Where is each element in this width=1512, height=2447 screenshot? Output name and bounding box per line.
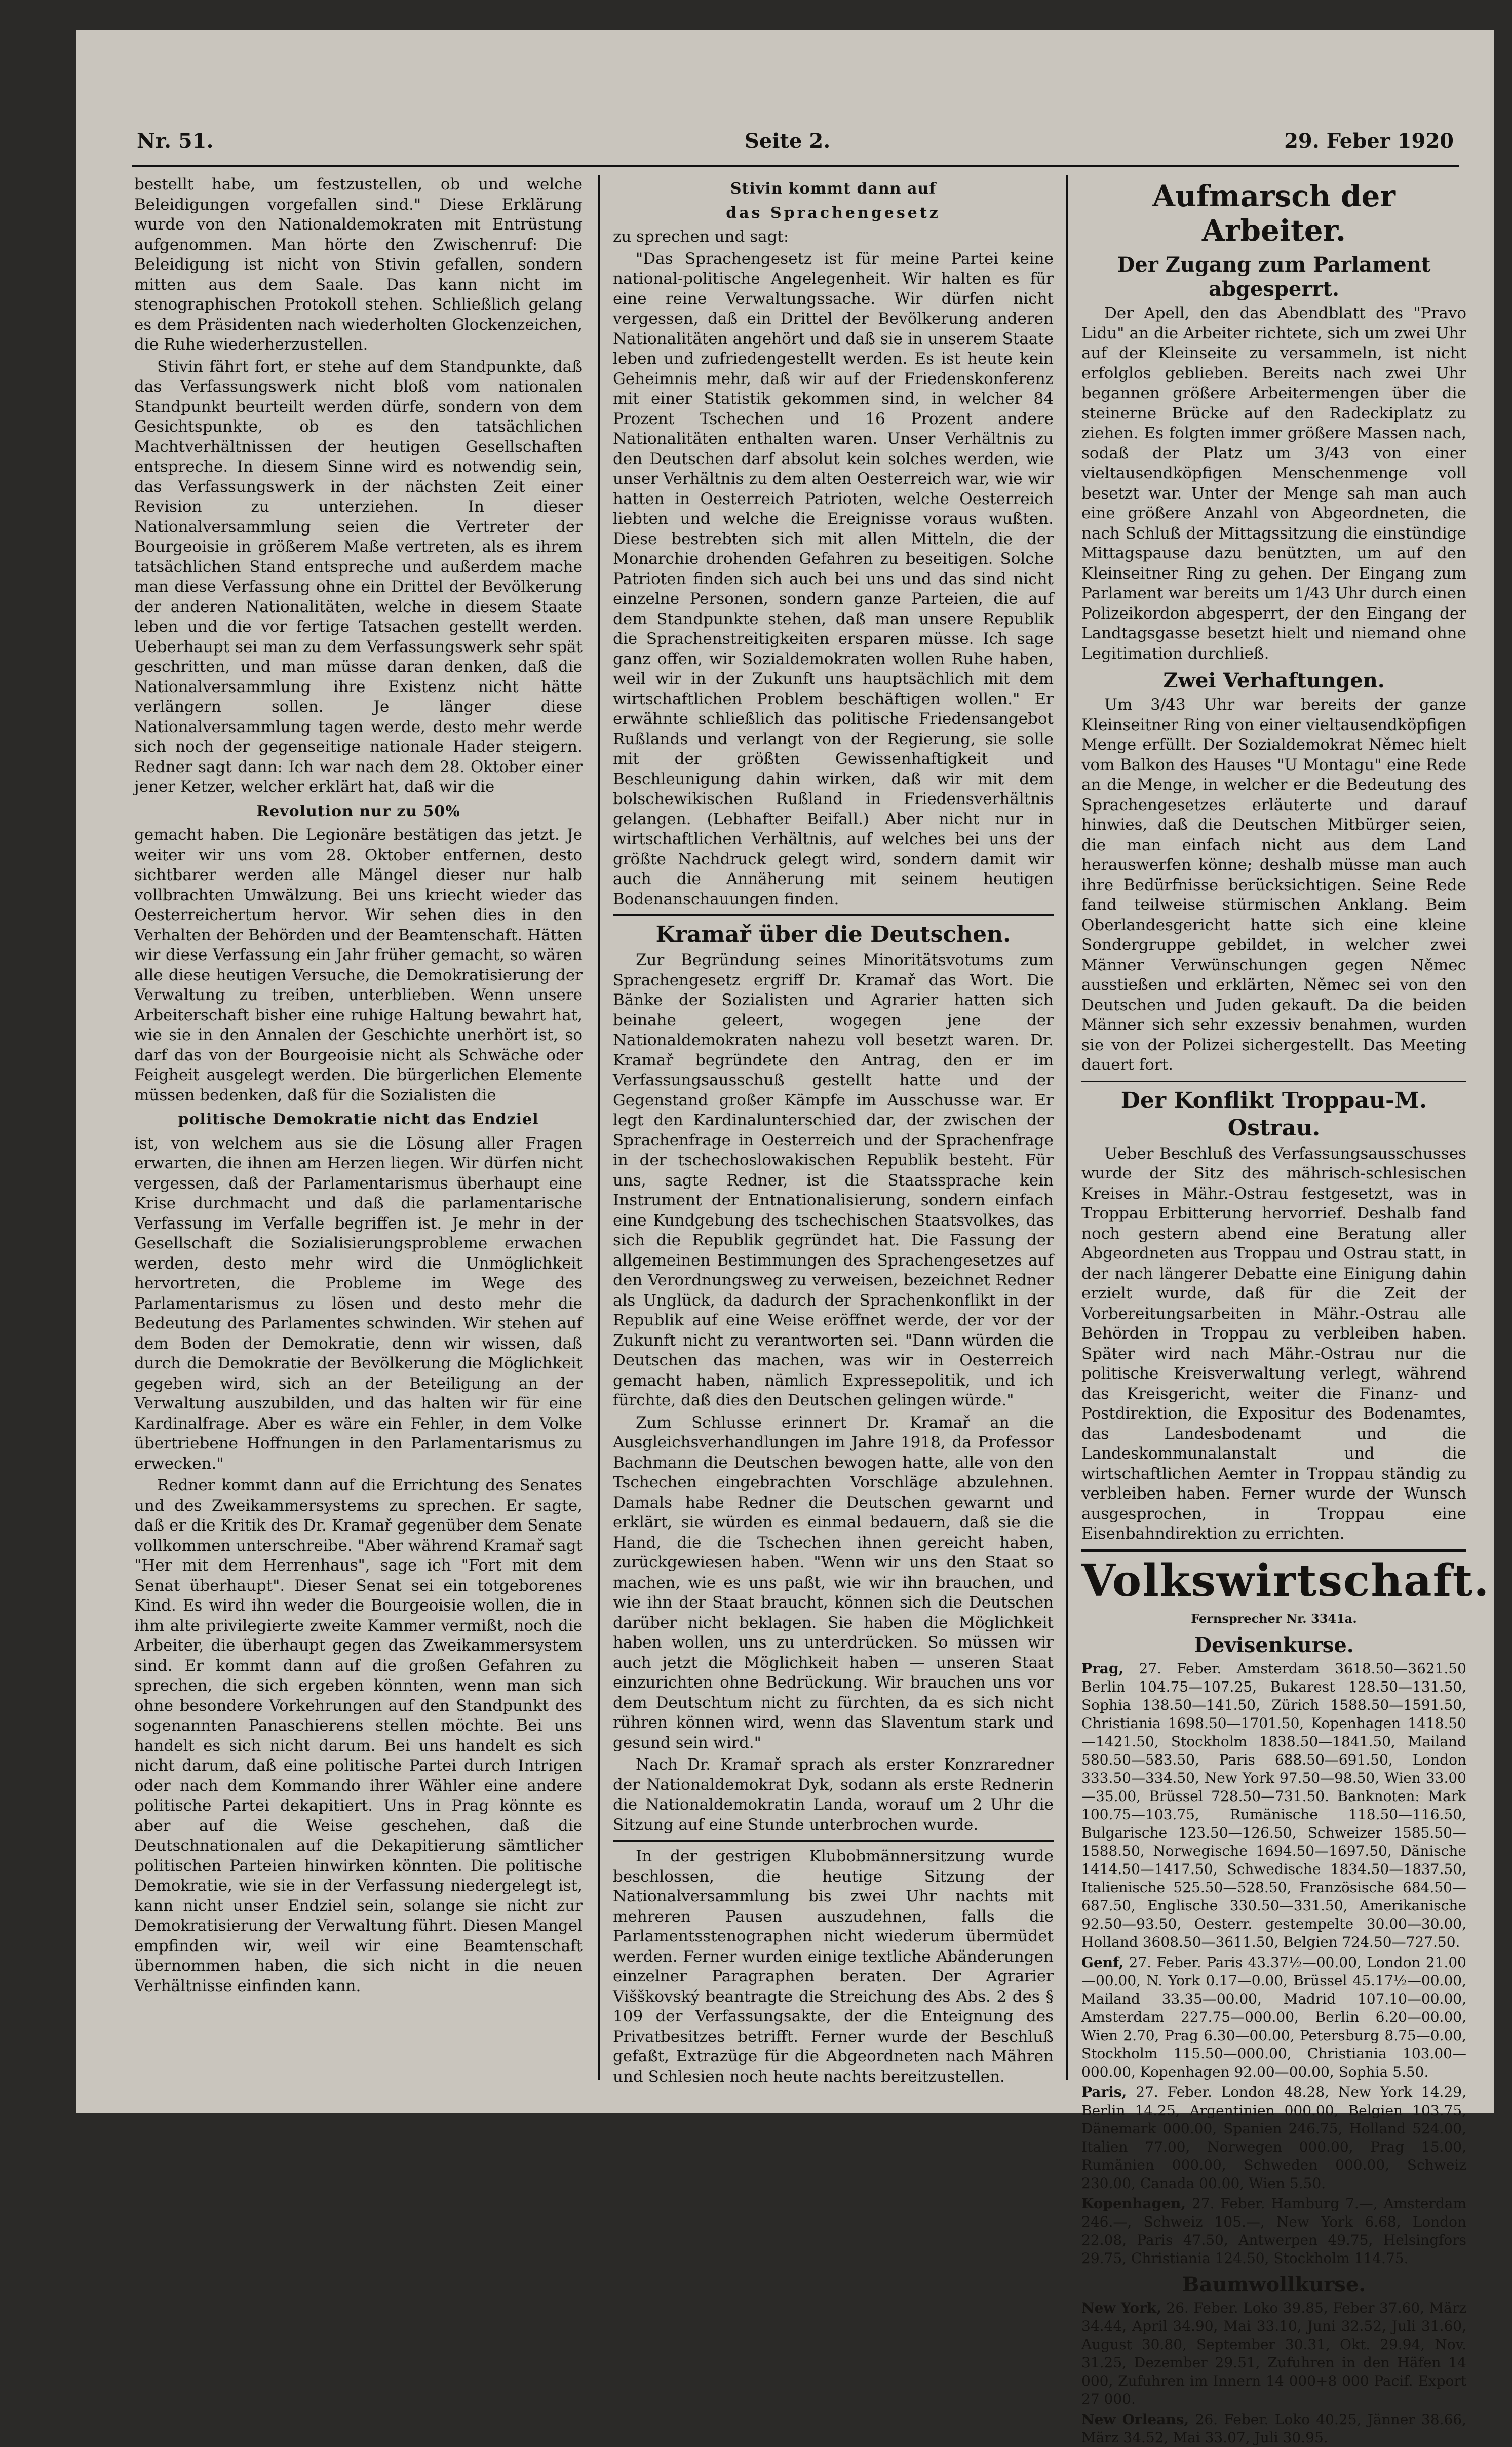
rate-city: Genf, <box>1081 1954 1124 1971</box>
column-divider-1 <box>598 175 600 2080</box>
rate-entry <box>1081 1660 1466 1952</box>
article-paragraph: ist, von welchem aus sie die Lösung aller Fragen erwarten, die ihnen am Herzen liegen. Wir dürfen nicht vergessen, daß der Parlamentarismus überhaupt eine Krise durchmacht und daß die parlamentarische Verfassung im Verfalle begriffen ist. Je mehr in der Gesellschaft die Sozialisierungsprobleme erwachen werden, desto mehr wird die Unmöglichkeit hervortreten, die Probleme im Wege des Parlamentarismus zu lösen und desto mehr die Bedeutung des Parlamentes schwinden. Wir stehen auf dem Boden der Demokratie, denn wir wissen, daß durch die Demokratie der Bevölkerung die Möglichkeit gegeben wird, sich an der Beteiligung an der Verwaltung auszubilden, und das halten wir für eine Kardinalfrage. Aber es wäre ein Fehler, in dem Volke übertriebene Hoffnungen in den Parlamentarismus zu erwecken." <box>134 1134 583 1473</box>
rate-text: 27. Feber. London 48.28, New York 14.29, Berlin 14.25, Argentinien 000.00, Belgien 103.75, Dänemark 000.00, Spanien 246.75, Holland 524.00, Italien 77.00, Norwegen 000.00, Prag 15.00, Rumänien 000.00, Schweden 000.00, Schweiz 230.00, Canada 00.00, Wien 5.50. <box>1081 2084 1466 2192</box>
article-headline: Der Konflikt Troppau-M. Ostrau. <box>1120 1087 1427 1141</box>
column-2 <box>613 175 1054 2085</box>
newspaper-page <box>76 30 1494 2446</box>
article-paragraph: Ueber Beschluß des Verfassungsausschusses wurde der Sitz des mährisch-schlesischen Kreises in Mähr.-Ostrau festgesetzt, was in Troppau Erbitterung hervorrief. Deshalb fand noch gestern abend eine Beratung aller Abgeordneten aus Troppau und Ostrau statt, in der nach längerer Debatte eine Einigung dahin erzielt wurde, daß für die Zeit der Vorbereitungsarbeiten in Mähr.-Ostrau alle Behörden in Troppau zu verbleiben haben. Später wird nach Mähr.-Ostrau nur die politische Kreisverwaltung verlegt, während das Kreisgericht, weiter die Finanz- und Postdirektion, die Expositur des Bodenamtes, das Landesbodenamt und die Landeskommunalanstalt und die wirtschaftlichen Aemter in Troppau ständig zu verbleiben haben. Ferner wurde der Wunsch ausgesprochen, in Troppau eine Eisenbahndirektion zu errichten. <box>1081 1144 1466 1543</box>
rate-city: Prag, <box>1081 1660 1124 1677</box>
section-rule <box>613 1840 1054 1842</box>
article-paragraph: Nach Dr. Kramař sprach als erster Konzraredner der Nationaldemokrat Dyk, sodann als erste Rednerin die Nationaldemokratin Landa, worauf um 2 Uhr die Sitzung auf eine Stunde unterbrochen wurde. <box>613 1755 1054 1834</box>
section-headline: Baumwollkurse. <box>1182 2273 1366 2297</box>
article-paragraph: gemacht haben. Die Legionäre bestätigen das jetzt. Je weiter wir uns vom 28. Oktober entfernen, desto sichtbarer werden alle Mängel dieser nur halb vollbrachten Umwälzung. Bei uns kriecht wieder das Oesterreichertum hervor. Wir sehen dies in den Verhalten der Behörden und der Beamtenschaft. Hätten wir diese Verfassung ein Jahr früher gemacht, so wären alle diese heutigen Versuche, die Demokratisierung der Verwaltung zu treiben, unterblieben. Wenn unsere Arbeiterschaft bisher eine ruhige Haltung bewahrt hat, wie sie in den Annalen der Geschichte unerhört ist, so darf das von der Bourgeoisie nicht als Schwäche oder Feigheit ausgelegt werden. Die bürgerlichen Elemente müssen bedenken, daß für die Sozialisten die <box>134 826 583 1104</box>
rate-city: New Orleans, <box>1081 2411 1189 2428</box>
page-number: Seite 2. <box>745 129 831 153</box>
exchange-rates <box>1081 1660 1466 2268</box>
subheading: Revolution nur zu 50% <box>256 802 460 820</box>
column-3 <box>1081 175 1490 2446</box>
rate-entry <box>1081 1954 1466 2081</box>
column-divider-2 <box>1066 175 1068 2080</box>
rate-text: 27. Feber. Amsterdam 3618.50—3621.50 Berlin 104.75—107.25, Bukarest 128.50—131.50, Sophia 138.50—141.50, Zürich 1588.50—1591.50, Christiania 1698.50—1701.50, Kopenhagen 1418.50—1421.50, Stockholm 1838.50—1841.50, Mailand 580.50—583.50, Paris 688.50—691.50, London 333.50—334.50, New York 97.50—98.50, Wien 33.00—35.00, Brüssel 728.50—731.50. Banknoten: Mark 100.75—103.75, Rumänische 118.50—116.50, Bulgarische 123.50—126.50, Schweizer 1585.50—1588.50, Norwegische 1694.50—1697.50, Dänische 1414.50—1417.50, Schwedische 1834.50—1837.50, Italienische 525.50—528.50, Französische 684.50—687.50, Englische 330.50—331.50, Amerikanische 92.50—93.50, Oesterr. gestempelte 30.00—30.00, Holland 3608.50—3611.50, Belgien 724.50—727.50. <box>1081 1660 1466 1951</box>
article-paragraph: Zum Schlusse erinnert Dr. Kramař an die Ausgleichsverhandlungen im Jahre 1918, da Professor Bachmann die Deutschen bewogen hatte, alle von den Tschechen eingebrachten Vorschläge abzulehnen. Damals habe Redner die Deutschen gewarnt und erklärt, sie würden es einmal bedauern, daß sie die Hand, die die Tschechen ihnen gereicht haben, zurückgewiesen haben. "Wenn wir uns den Staat so machen, wie es uns paßt, wie wir ihn brauchen, und wie ihn der Staat braucht, können sich die Deutschen darüber nicht beklagen. Sie haben die Möglichkeit haben wollen, uns zu unterdrücken. So müssen wir auch jetzt die Möglichkeit haben — unseren Staat einzurichten ohne Bedrückung. Wir brauchen uns vor dem Deutschtum nicht zu fürchten, da es sich nicht rühren können wird, wenn das Slaventum stark und gesund sein wird." <box>613 1413 1054 1752</box>
article-headline: Aufmarsch der Arbeiter. <box>1152 179 1395 248</box>
article-paragraph: "Das Sprachengesetz ist für meine Partei keine national-politische Angelegenheit. Wir halten es für eine reine Verwaltungssache. Wir dürfen nicht vergessen, daß ein Drittel der Bevölkerung anderen Nationalitäten angehört und daß sie in unserem Staate leben und zufriedengestellt werden. Es ist heute kein Geheimnis mehr, daß wir auf der Friedenskonferenz mit einer Statistik gekommen sind, in welcher 84 Prozent Tschechen und 16 Prozent andere Nationalitäten enthalten waren. Unser Verhältnis zu den Deutschen darf absolut kein solches werden, wie unser Verhältnis zu dem alten Oesterreich war, wie wir hatten in Oesterreich Patrioten, welche Oesterreich liebten und welche die Ereignisse voraus wußten. Diese bestrebten sich mit allen Mitteln, die der Monarchie drohenden Gefahren zu beseitigen. Solche Patrioten finden sich auch bei uns und das sind nicht einzelne Personen, sondern ganze Parteien, die auf dem Standpunkte stehen, daß man unsere Republik die Sprachenstreitigkeiten ersparen müsse. Ich sage ganz offen, wir Sozialdemokraten wollen Ruhe haben, weil wir in der Zukunft uns hauptsächlich mit dem wirtschaftlichen Problem beschäftigen wollen." Er erwähnte schließlich das politische Friedensangebot Rußlands und verlangt von der Regierung, sie solle mit der größten Gewissenhaftigkeit und Beschleunigung dahin wirken, daß wir mit dem bolschewikischen Rußland in Friedensverhältnis gelangen. (Lebhafter Beifall.) Aber nicht nur in wirtschaftlichen Verhältnis, auf welches bei uns der größte Nachdruck gelegt wird, sondern damit wir auch die Annäherung mit seinem heutigen Bodenanschauungen finden. <box>613 249 1054 908</box>
page-header <box>137 119 1454 160</box>
header-rule <box>132 165 1459 167</box>
rate-entry <box>1081 2195 1466 2268</box>
rate-city: Paris, <box>1081 2084 1127 2100</box>
rate-text: 27. Feber. Paris 43.37½—00.00, London 21.00—00.00, N. York 0.17—0.00, Brüssel 45.17½—00.00, Mailand 33.35—00.00, Madrid 107.10—00.00, Amsterdam 227.75—000.00, Berlin 6.20—00.00, Wien 2.70, Prag 6.30—00.00, Petersburg 8.75—0.00, Stockholm 115.50—000.00, Christiania 103.00—000.00, Kopenhagen 92.00—00.00, Sophia 5.50. <box>1081 1954 1466 2080</box>
section-rule <box>1081 1081 1466 1082</box>
article-paragraph: In der gestrigen Klubobmännersitzung wurde beschlossen, die heutige Sitzung der Nationalversammlung bis zwei Uhr nachts mit mehreren Pausen auszudehnen, falls die Parlamentsstenographen nicht wiederum übermüdet werden. Ferner wurden einige textliche Abänderungen einzelner Paragraphen beraten. Der Agrarier Višškovský beantragte die Streichung des Abs. 2 des § 109 der Verfassungsakte, der die Enteignung des Privatbesitzes betrifft. Ferner wurde der Beschluß gefaßt, Extrazüge für die Abgeordneten nach Mähren und Schlesien noch heute nachts bereitzustellen. <box>613 1847 1054 2086</box>
rate-city: Kopenhagen, <box>1081 2195 1186 2212</box>
issue-date: 29. Feber 1920 <box>1284 129 1454 153</box>
rate-entry <box>1081 2083 1466 2193</box>
article-paragraph: Zur Begründung seines Minoritätsvotums zum Sprachengesetz ergriff Dr. Kramař das Wort. Die Bänke der Sozialisten und Agrarier hatten sich beinahe geleert, wogegen jene der Nationaldemokraten nahezu voll besetzt waren. Dr. Kramař begründete den Antrag, den er im Verfassungsausschuß gestellt hatte und der Gegenstand großer Kämpfe im Ausschusse war. Er legt den Kardinalunterschied dar, der zwischen der Sprachenfrage in Oesterreich und der Sprachenfrage in der tschechoslowakischen Republik besteht. Für uns, sagte Redner, ist die Staatssprache kein Instrument der Entnationalisierung, sondern einfach eine Kundgebung des tschechischen Staatsvolkes, das sich die Republik gegründet hat. Die Fassung der allgemeinen Bestimmungen des Sprachengesetzes auf den Verordnungsweg zu verweisen, bezeichnet Redner als Unglück, da dadurch der Sprachenkonflikt in der Republik auf eine Weise eröffnet werde, der vor der Zukunft nicht zu verantworten sei. "Dann würden die Deutschen das machen, was wir in Oesterreich gemacht haben, nämlich Expressepolitik, und ich fürchte, daß dies den Deutschen gelingen würde." <box>613 951 1054 1409</box>
article-headline: Kramař über die Deutschen. <box>655 922 1011 947</box>
article-paragraph: bestellt habe, um festzustellen, ob und welche Beleidigungen vorgefallen sind." Diese Erklärung wurde von den Nationaldemokraten mit Entrüstung aufgenommen. Man hörte den Zwischenruf: Die Beleidigung ist nicht von Stivin gefallen, sondern mitten aus dem Saale. Das kann nicht im stenographischen Protokoll stehen. Schließlich gelang es dem Präsidenten nach wiederholten Glockenzeichen, die Ruhe wiederherzustellen. <box>134 175 583 354</box>
article-paragraph: Stivin fährt fort, er stehe auf dem Standpunkte, daß das Verfassungswerk nicht bloß vom nationalen Standpunkt beurteilt werden dürfe, sondern von dem Gesichtspunkte, ob es den tatsächlichen Machtverhältnissen der heutigen Gesellschaften entspreche. In diesem Sinne wird es notwendig sein, das Verfassungswerk in der nächsten Zeit einer Revision zu unterziehen. In dieser Nationalversammlung seien die Vertreter der Bourgeoisie in größerem Maße vertreten, als es ihrem tatsächlichen Stand entspreche und außerdem mache man diese Verfassung ohne ein Drittel der Bevölkerung der anderen Nationalitäten, welche in diesem Staate leben und die vor fertige Tatsachen gestellt werden. Ueberhaupt sei man zu dem Verfassungswerk sehr spät geschritten, und man müsse daran denken, daß die Nationalversammlung ihre Existenz nicht hätte verlängern sollen. Je länger diese Nationalversammlung tagen werde, desto mehr werde sich noch der gegenseitige nationale Hader steigern. Redner sagt dann: Ich war nach dem 28. Oktober einer jener Ketzer, welcher erklärt hat, daß wir die <box>134 357 583 796</box>
phone-number: Fernsprecher Nr. 3341a. <box>1191 1611 1357 1626</box>
rate-text: 27. Feber. Hamburg 7.—, Amsterdam 246.—, Schweiz 105.—, New York 6.68, London 22.08, Paris 47.50, Antwerpen 49.75, Helsingfors 29.75, Christiania 124.50, Stockholm 114.75. <box>1081 2195 1467 2267</box>
section-title: Volkswirtschaft. <box>1081 1555 1490 1607</box>
rate-text: 26. Feber. Loko 40.25, Jänner 38.66, März 34.52, Mai 33.07, Juli 30.95. <box>1081 2411 1466 2446</box>
article-paragraph: Der Apell, den das Abendblatt des "Pravo Lidu" an die Arbeiter richtete, sich um zwei Uhr auf der Kleinseite zu versammeln, ist nicht erfolglos geblieben. Bereits nach zwei Uhr begannen größere Arbeitermengen über die steinerne Brücke auf den Radeckiplatz zu ziehen. Es folgten immer größere Massen nach, sodaß der Platz um 3/43 von einer vieltausendköpfigen Menschenmenge voll besetzt war. Unter der Menge sah man auch eine größere Anzahl von Abgeordneten, die nach Schluß der Mittagssitzung die einstündige Mittagspause dazu benützten, um auf den Kleinseitner Ring zu gehen. Der Eingang zum Parlament war bereits um 1/43 Uhr durch einen Polizeikordon abgesperrt, der den Eingang der Landtagsgasse besetzt hielt und niemand ohne Legitimation durchließ. <box>1081 304 1466 663</box>
column-1 <box>134 175 583 2085</box>
rate-city: New York, <box>1081 2300 1161 2316</box>
intro-line: Stivin kommt dann auf <box>730 180 937 198</box>
intro-topic: das Sprachengesetz <box>726 204 941 222</box>
article-subheadline: Der Zugang zum Parlament abgesperrt. <box>1117 253 1431 301</box>
section-rule <box>613 914 1054 916</box>
rate-entry <box>1081 2299 1466 2408</box>
article-paragraph: Redner kommt dann auf die Errichtung des Senates und des Zweikammersystems zu sprechen. Er sagte, daß er die Kritik des Dr. Kramař gegenüber dem Senate vollkommen unterschreibe. "Aber während Kramař sagt "Her mit dem Herrenhaus", sage ich "Fort mit dem Senat überhaupt". Dieser Senat sei ein totgeborenes Kind. Es wird ihn weder die Bourgeoisie wollen, die in ihm alte privilegierte zweite Kammer vermißt, noch die Arbeiter, die überhaupt gegen das Zweikammersystem sind. Er kommt dann auf die großen Gefahren zu sprechen, die sich ergeben könnten, wenn man sich ohne besondere Vorkehrungen auf den Standpunkt des sogenannten Panaschierens stellen möchte. Bei uns handelt es sich nicht darum. Bei uns handelt es sich nicht darum, daß eine politische Partei durch Intrigen oder nach dem Kommando ihrer Wähler eine andere politische Partei dekapitiert. Uns in Prag könnte es aber auf die Weise geschehen, daß die Deutschnationalen auf die Dekapitierung sämtlicher politischen Parteien hinwirken könnten. Die politische Demokratie, wie sie in der Verfassung niedergelegt ist, kann nicht unser Endziel sein, solange sie nicht zur Demokratisierung der Verwaltung führt. Diesen Mangel empfinden wir, weil wir eine Beamtenschaft übernommen haben, die sich nicht in die neuen Verhältnisse einfinden kann. <box>134 1476 583 1995</box>
intro-line: zu sprechen und sagt: <box>613 227 789 246</box>
section-headline: Zwei Verhaftungen. <box>1163 669 1385 693</box>
article-paragraph: Um 3/43 Uhr war bereits der ganze Kleinseitner Ring von einer vieltausendköpfigen Menge erfüllt. Der Sozialdemokrat Němec hielt vom Balkon des Hauses "U Montagu" eine Rede an die Menge, in welcher er die Bedeutung des Sprachengesetzes erläuterte und darauf hinwies, daß die Deutschen Mitbürger seien, die man einfach nicht aus dem Land herauswerfen könne; deshalb müsse man auch ihre Bedürfnisse berücksichtigen. Seine Rede fand teilweise stürmischen Anklang. Beim Oberlandesgericht hatte sich eine kleine Sondergruppe gebildet, in welcher zwei Männer Verwünschungen gegen Němec ausstießen und erklärten, Němec sei von den Deutschen und Juden gekauft. Da die beiden Männer sich sehr exzessiv benahmen, wurden sie von der Polizei sichergestellt. Das Meeting dauert fort. <box>1081 696 1466 1074</box>
section-headline: Devisenkurse. <box>1194 1633 1354 1657</box>
section-rule <box>1081 1549 1466 1552</box>
issue-number: Nr. 51. <box>137 129 214 153</box>
rate-entry <box>1081 2411 1466 2447</box>
cotton-rates <box>1081 2299 1466 2447</box>
rate-text: 26. Feber. Loko 39.85, Feber 37.60, März 34.44, April 34.90, Mai 33.10, Juni 32.52, Juli 31.60, August 30.80, September 30.31, Okt. 29.94, Nov. 31.25, Dezember 29.51, Zufuhren in den Häfen 14 000, Zufuhren im Innern 14 000+8 000 Pacif. Export 27 000. <box>1081 2300 1466 2407</box>
subheading: politische Demokratie nicht das Endziel <box>178 1111 539 1128</box>
